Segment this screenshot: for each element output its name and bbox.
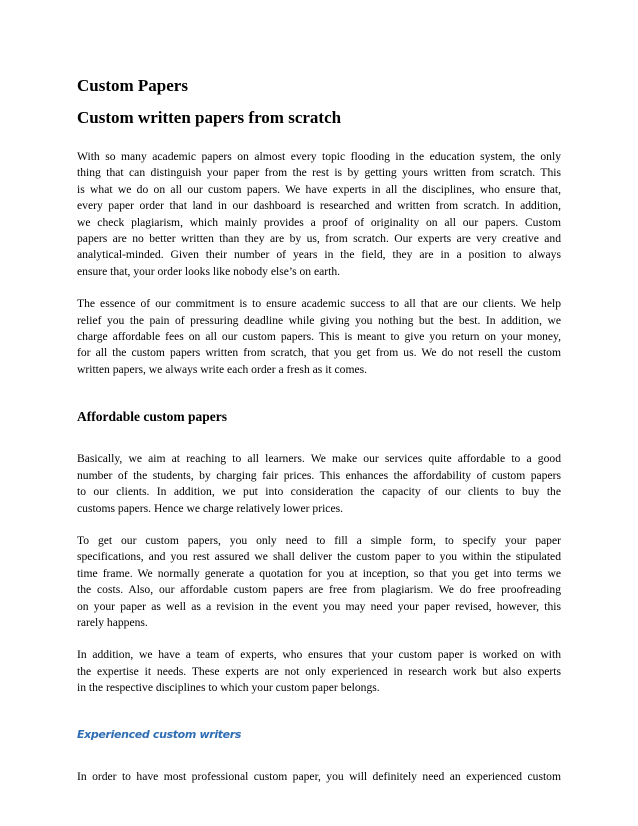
paragraph-line: charge affordable fees on all our custom papers. This is meant to give you return on your money, (77, 330, 561, 344)
paragraph-line: specifications, and you rest assured we shall deliver the custom paper to you within the stipulated (77, 550, 561, 564)
paragraph-line: The essence of our commitment is to ensure academic success to all that are our clients. We help (77, 297, 561, 311)
affordable-paragraph-1 (77, 451, 561, 517)
paragraph-line: analytical-minded. Given their number of years in the field, they are in a position to always (77, 248, 561, 262)
paragraph-line: papers are no better written than they are by us, from scratch. Our experts are very creative and (77, 232, 561, 246)
paragraph-line: relief you the pain of pressuring deadline while giving you nothing but the best. In addition, we (77, 313, 561, 327)
paragraph-line: we check plagiarism, which mainly provides a proof of originality on all our papers. Custom (77, 215, 561, 229)
paragraph-line: ensure that, your order looks like nobody else’s on earth. (77, 264, 341, 278)
paragraph-line: to our clients. In addition, we put into consideration the capacity of our clients to buy the (77, 485, 561, 499)
paragraph-line: In addition, we have a team of experts, who ensures that your custom paper is worked on with (77, 648, 561, 662)
paragraph-line: for all the custom papers written from scratch, that you get from us. We do not resell the custom (77, 346, 561, 360)
section-heading-affordable: Affordable custom papers (77, 409, 227, 425)
paragraph-line: In order to have most professional custom paper, you will definitely need an experienced custom (77, 769, 561, 783)
paragraph-line: is what we do on all our custom papers. We have experts in all the disciplines, who ensure that, (77, 182, 561, 196)
paragraph-line: in the respective disciplines to which your custom paper belongs. (77, 681, 380, 695)
paragraph-line: rarely happens. (77, 615, 148, 629)
paragraph-line: Basically, we aim at reaching to all learners. We make our services quite affordable to a good (77, 452, 561, 466)
document-title: Custom Papers (77, 76, 188, 95)
document-subtitle: Custom written papers from scratch (77, 108, 342, 127)
paragraph-line: every paper order that land in our dashboard is researched and written from scratch. In addition, (77, 199, 561, 213)
paragraph-line: the costs. Also, our affordable custom papers are free from plagiarism. We do free proofreading (77, 583, 561, 597)
commitment-paragraph (77, 296, 561, 378)
paragraph-line: thing that can distinguish your paper from the rest is by getting yours written from scratch. This (77, 166, 561, 180)
paragraph-line: number of the students, by charging fair prices. This enhances the affordability of custom papers (77, 468, 561, 482)
paragraph-line: With so many academic papers on almost every topic flooding in the education system, the only (77, 150, 561, 163)
affordable-paragraph-3 (77, 647, 561, 696)
intro-paragraph (77, 149, 561, 280)
paragraph-line: time frame. We normally generate a quotation for you at inception, so that you get into terms we (77, 566, 561, 580)
paragraph-line: customs papers. Hence we charge relatively lower prices. (77, 501, 344, 515)
paragraph-line: written papers, we always write each order a fresh as it comes. (77, 362, 368, 376)
section-heading-experienced: Experienced custom writers (77, 727, 242, 741)
affordable-paragraph-2 (77, 533, 561, 631)
paragraph-line: To get our custom papers, you only need to fill a simple form, to specify your paper (77, 533, 561, 547)
paragraph-line: on your paper as well as a revision in the event you may need your paper revised, however, this (77, 599, 561, 613)
experienced-paragraph (77, 769, 561, 785)
paragraph-line: the expertise it needs. These experts are not only experienced in research work but also experts (77, 664, 561, 678)
document-page (77, 76, 561, 785)
